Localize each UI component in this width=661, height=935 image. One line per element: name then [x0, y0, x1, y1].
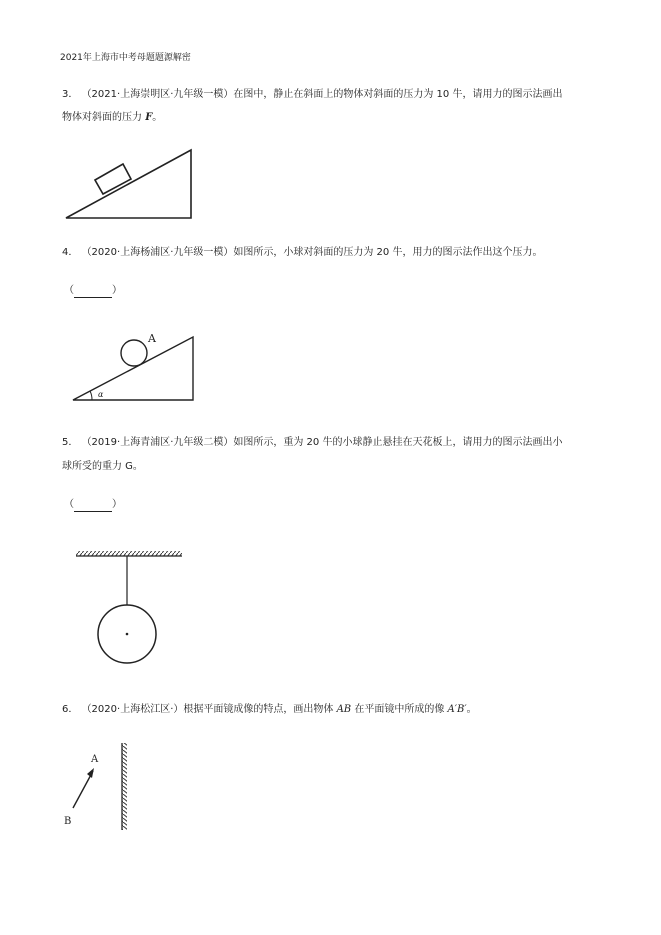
question-4-answer-blank	[64, 284, 122, 298]
question-6-number: 6．	[62, 704, 79, 715]
incline-block-figure	[60, 142, 200, 224]
ceiling-hatch	[76, 551, 182, 556]
question-5-line2: 球所受的重力 G。	[62, 461, 143, 472]
answer-line[interactable]	[74, 287, 112, 298]
question-4-source: （2020·上海杨浦区·九年级一模）	[81, 247, 234, 258]
open-paren: （	[64, 499, 74, 510]
page-header: 2021年上海市中考母题题源解密	[60, 53, 191, 63]
force-variable: F	[145, 112, 153, 123]
question-6-period: 。	[466, 704, 477, 715]
mirror-figure	[58, 738, 138, 834]
question-5-answer-blank	[64, 498, 122, 512]
question-6-line1	[62, 703, 477, 717]
question-3-period: 。	[152, 112, 163, 123]
question-3-number: 3．	[62, 89, 79, 100]
object-arrow-line	[73, 771, 93, 808]
label-a: A	[148, 332, 156, 345]
object-ab: AB	[336, 704, 352, 715]
question-3-line2	[62, 111, 162, 125]
question-4-number: 4．	[62, 247, 79, 258]
block-on-incline	[95, 164, 131, 194]
question-5-text: 如图所示，重为 20 牛的小球静止悬挂在天花板上，请用力的图示法画出小	[233, 437, 563, 448]
hanging-ball-figure	[70, 548, 190, 668]
close-paren: ）	[112, 285, 122, 296]
question-3-source: （2021·上海崇明区·九年级一模）	[81, 89, 234, 100]
question-5-line1	[62, 436, 562, 450]
label-alpha: α	[98, 390, 104, 399]
close-paren: ）	[112, 499, 122, 510]
answer-line[interactable]	[74, 501, 112, 512]
incline-ball-figure	[66, 330, 200, 406]
ball-a	[121, 340, 147, 366]
question-4-text: 如图所示，小球对斜面的压力为 20 牛，用力的图示法作出这个压力。	[233, 247, 543, 258]
question-3-line1	[62, 88, 562, 102]
question-3-text: 在图中，静止在斜面上的物体对斜面的压力为 10 牛，请用力的图示法画出	[233, 89, 563, 100]
label-a: A	[91, 754, 99, 765]
arrow-head-icon	[87, 768, 94, 778]
question-3-text-2: 物体对斜面的压力	[62, 112, 146, 123]
label-b: B	[64, 816, 72, 827]
angle-arc	[90, 391, 92, 400]
mirror-hatch	[122, 743, 127, 830]
open-paren: （	[64, 285, 74, 296]
question-4-line1	[62, 246, 542, 260]
question-5-number: 5．	[62, 437, 79, 448]
question-6-text-2: 在平面镜中所成的像	[351, 704, 448, 715]
ball-center-dot	[126, 633, 129, 636]
image-ab: A′B′	[447, 704, 467, 715]
question-6-text: 根据平面镜成像的特点，画出物体	[183, 704, 337, 715]
incline-triangle	[66, 150, 191, 218]
question-5-source: （2019·上海青浦区·九年级二模）	[81, 437, 234, 448]
question-6-source: （2020·上海松江区·）	[81, 704, 184, 715]
